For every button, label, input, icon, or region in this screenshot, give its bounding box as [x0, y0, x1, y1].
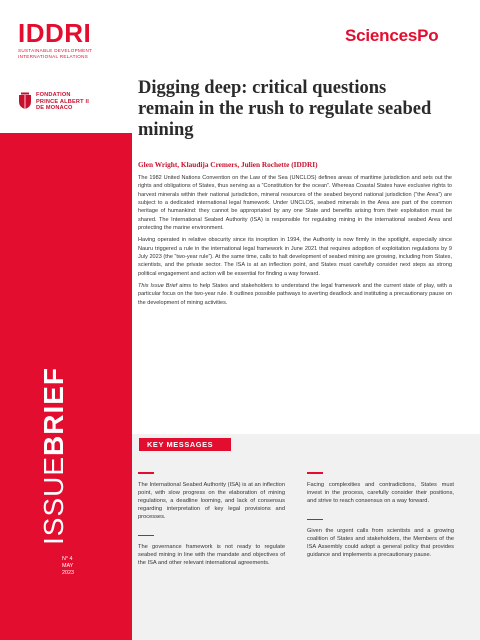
fondation-line-2: PRINCE ALBERT II — [36, 98, 90, 105]
key-message — [307, 472, 454, 505]
key-message — [307, 519, 454, 560]
key-message — [138, 472, 285, 521]
intro-body — [138, 174, 452, 311]
issue-number: N° 4 — [62, 556, 73, 562]
paragraph-1: The 1982 United Nations Convention on the Law of the Sea (UNCLOS) defines areas of maritime jurisdiction and sets out the rights and obligations of States, thus serving as a “Constitution for the ocean”. Whereas Coastal States have exclusive rights to harvest minerals within their national jurisdiction, mineral resources of the seabed beyond national jurisdiction (“the Area”) are subject to a dedicated international legal framework. Under UNCLOS, seabed minerals in the Area are part of the common heritage of humankind: they cannot be appropriated by any one State and benefits arising from their exploitation must be shared. The International Seabed Authority (ISA) is responsible for regulating mining in the international seabed Area and protecting the marine environment. — [138, 175, 452, 232]
sciencespo-logo: SciencesPo — [345, 26, 439, 45]
key-message-text: The International Seabed Authority (ISA) is at an inflection point, with slow progress on the elaboration of mining regulations, a deadline looming, and lack of consensus regarding interpretation of key legal provisions and processes. — [138, 481, 285, 520]
key-message-text: Facing complexities and contradictions, States must invest in the process, carefully consider their positions, and strive to reach consensus on a way forward. — [307, 481, 454, 504]
red-rule — [138, 472, 154, 474]
paragraph-3-emphasis: This Issue Brief — [138, 283, 178, 290]
authors: Glen Wright, Klaudija Cremers, Julien Rochette (IDDRI) — [138, 160, 318, 169]
key-message-text: Given the urgent calls from scientists and a growing coalition of States and stakeholders, the Members of the ISA Assembly could adopt a general policy that provides guidance and implements a precautionary pause. — [307, 528, 454, 558]
key-messages-right-column — [307, 472, 454, 573]
issue-month: MAY — [62, 563, 74, 569]
key-messages-left-column — [138, 472, 285, 581]
iddri-subtitle-1: SUSTAINABLE DEVELOPMENT — [18, 48, 93, 53]
page-title: Digging deep: critical questions remain in the rush to regulate seabed mining — [138, 78, 432, 140]
fondation-logo — [18, 92, 123, 112]
key-message — [138, 535, 285, 568]
paragraph-2: Having operated in relative obscurity since its inception in 1994, the Authority is now firmly in the spotlight, especially since Nauru triggered a rule in the international legal framework in June 2021 that requires adoption of exploitation regulations by 9 July 2023 (the “two-year rule”). At the same time, calls to halt development of seabed mining are growing, including from States, scientists, and the private sector. The ISA is at an inflection point, and States must carefully consider next steps as strong political engagement and action will be essential for finding a way forward. — [138, 237, 452, 277]
iddri-wordmark: IDDRI — [18, 18, 92, 48]
fondation-line-3: DE MONACO — [36, 105, 73, 112]
issue-year: 2023 — [62, 570, 74, 576]
key-message-text: The governance framework is not ready to regulate seabed mining in line with the mandate and objectives of the ISA and other relevant international agreements. — [138, 544, 285, 566]
issue-brief-vertical-title — [40, 367, 68, 545]
iddri-subtitle-2: INTERNATIONAL RELATIONS — [18, 54, 89, 59]
red-rule — [307, 519, 323, 521]
red-rule — [307, 472, 323, 474]
issue-word-bold: BRIEF — [38, 366, 69, 456]
key-messages-label: KEY MESSAGES — [139, 438, 231, 451]
crest-icon — [18, 92, 32, 110]
red-rule — [138, 535, 154, 537]
issue-word-thin: ISSUE — [38, 455, 69, 545]
issue-meta — [62, 556, 74, 577]
iddri-logo — [18, 20, 118, 60]
paragraph-3-rest: aims to help States and stakeholders to understand the legal framework and the current state of play, with a particular focus on the two-year rule. It outlines possible pathways to averting deadlock and instituting a precautionary pause on the development of mining activities. — [138, 283, 452, 306]
fondation-line-1: FONDATION — [36, 92, 71, 98]
paragraph-3 — [138, 282, 452, 307]
